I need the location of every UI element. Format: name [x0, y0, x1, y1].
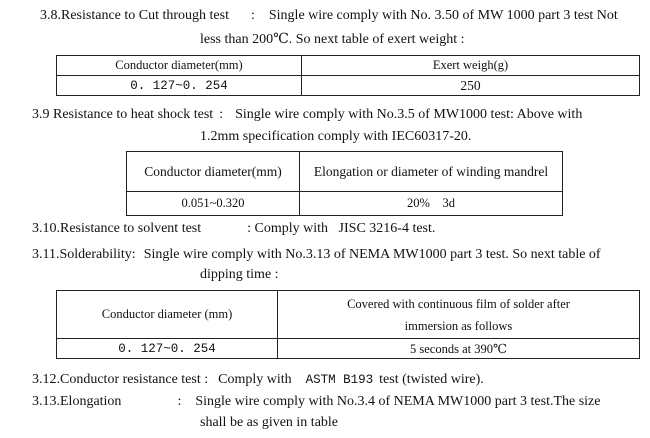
- table-cell: 20% 3d: [300, 192, 563, 216]
- section-3-10-text: : Comply with JISC 3216-4 test.: [247, 221, 436, 236]
- table-cell: 5 seconds at 390℃: [278, 339, 640, 359]
- section-3-9-text2: 1.2mm specification comply with IEC60317-20.: [200, 129, 472, 144]
- table-header-line: immersion as follows: [404, 318, 513, 333]
- section-3-13-heading: 3.13.Elongation: [32, 394, 122, 409]
- section-3-9-colon: :: [219, 107, 224, 122]
- section-3-13-colon: :: [177, 394, 182, 409]
- section-3-8-text2: less than 200℃. So next table of exert weight :: [200, 32, 465, 47]
- section-3-9-line1: [32, 106, 582, 124]
- table-header-cell: Elongation or diameter of winding mandrel: [300, 152, 563, 192]
- table-row: [127, 192, 563, 216]
- table-row: [57, 76, 640, 96]
- section-3-9-heading: 3.9 Resistance to heat shock test: [32, 107, 214, 122]
- table-cell: 0.051~0.320: [127, 192, 300, 216]
- section-3-8-colon: :: [250, 8, 255, 23]
- table-header-cell: Conductor diameter(mm): [57, 56, 302, 76]
- section-3-10-line: [32, 220, 435, 238]
- section-3-11-heading: 3.11.Solderability:: [32, 247, 136, 262]
- section-3-9-text1: Single wire comply with No.3.5 of MW1000 test: Above with: [235, 107, 583, 122]
- section-3-8-heading: 3.8.Resistance to Cut through test: [40, 8, 229, 23]
- section-3-12-text-a: Comply with: [218, 372, 292, 387]
- table-header-row: [57, 56, 640, 76]
- table-header-cell: [278, 291, 640, 339]
- section-3-8-text1: Single wire comply with No. 3.50 of MW 1000 part 3 test Not: [268, 8, 618, 23]
- exert-weight-table: [56, 55, 640, 96]
- section-3-13-text2: shall be as given in table: [200, 415, 339, 430]
- table-header-cell: Exert weigh(g): [302, 56, 640, 76]
- section-3-12-line: [32, 371, 484, 389]
- section-3-13-line1: [32, 393, 601, 411]
- section-3-12-text-b: ASTM B193: [305, 373, 374, 387]
- table-header-cell: Conductor diameter(mm): [127, 152, 300, 192]
- table-header-line: Covered with continuous film of solder after: [347, 296, 570, 311]
- heat-shock-table: [126, 151, 563, 216]
- section-3-11-line1: [32, 246, 601, 264]
- solderability-table: [56, 290, 640, 359]
- section-3-11-text2: dipping time :: [200, 267, 279, 282]
- section-3-8-line1: [40, 7, 618, 25]
- section-3-11-text1: Single wire comply with No.3.13 of NEMA MW1000 part 3 test. So next table of: [143, 247, 601, 262]
- section-3-12-text-c: test (twisted wire).: [379, 372, 484, 387]
- section-3-12-heading: 3.12.Conductor resistance test :: [32, 372, 209, 387]
- table-cell: 0. 127~0. 254: [57, 76, 302, 96]
- table-header-cell: Conductor diameter (mm): [57, 291, 278, 339]
- table-cell: 0. 127~0. 254: [57, 339, 278, 359]
- table-cell: 250: [302, 76, 640, 96]
- table-header-row: [57, 291, 640, 339]
- table-row: [57, 339, 640, 359]
- section-3-10-heading: 3.10.Resistance to solvent test: [32, 221, 202, 236]
- section-3-13-text1: Single wire comply with No.3.4 of NEMA MW1000 part 3 test.The size: [195, 394, 601, 409]
- table-header-row: [127, 152, 563, 192]
